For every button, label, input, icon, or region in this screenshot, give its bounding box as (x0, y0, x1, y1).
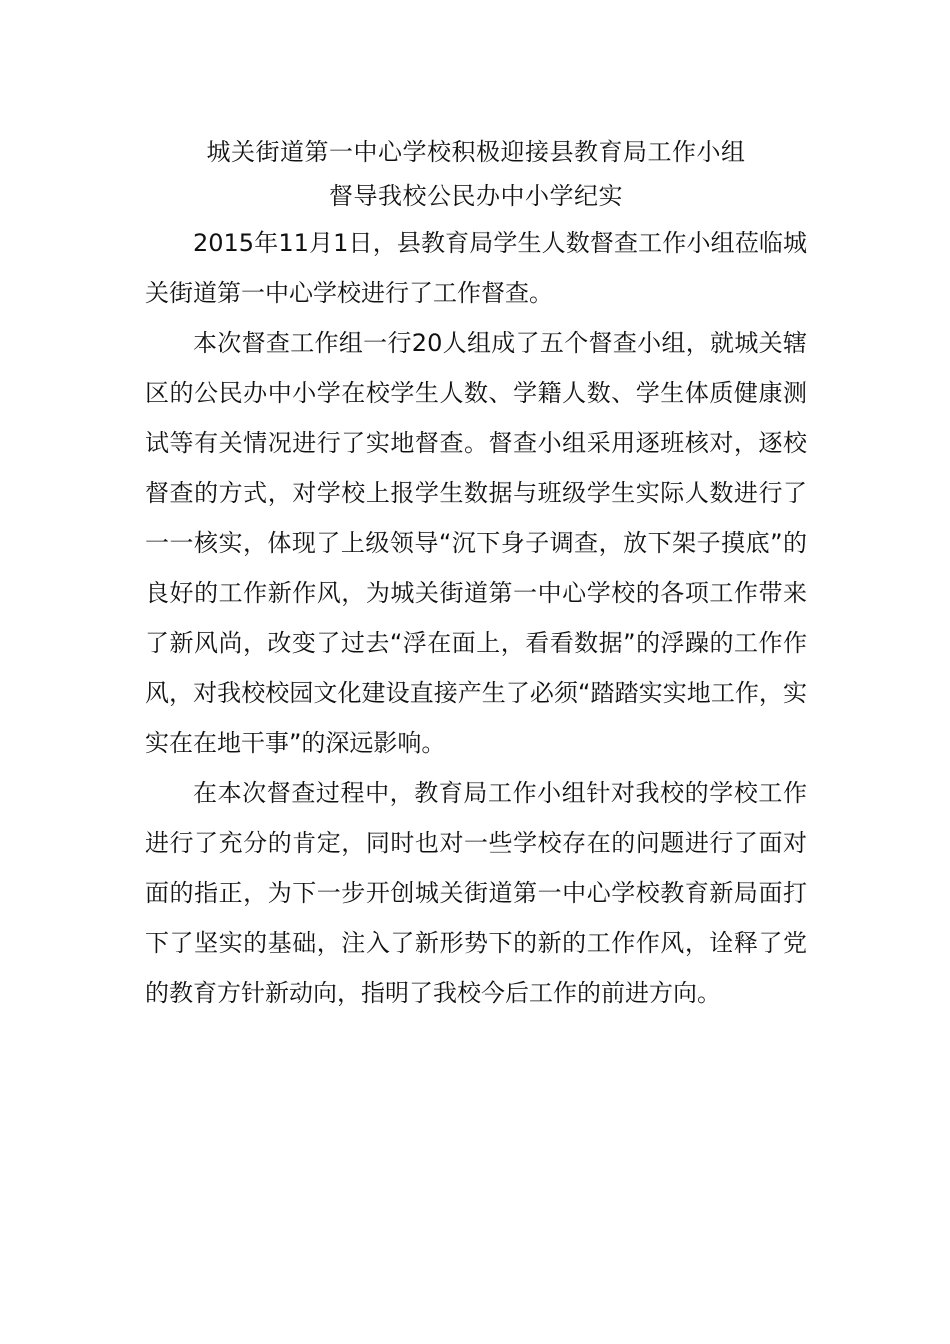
title-line-1: 城关街道第一中心学校积极迎接县教育局工作小组 (206, 138, 746, 166)
paragraph-2: 本次督查工作组一行20人组成了五个督查小组，就城关辖区的公民办中小学在校学生人数、学籍人数、学生体质健康测试等有关情况进行了实地督查。督查小组采用逐班核对，逐校督查的方式，对学校上报学生数据与班级学生实际人数进行了一一核实，体现了上级领导“沉下身子调查，放下架子摸底”的良好的工作新作风，为城关街道第一中心学校的各项工作带来了新风尚，改变了过去“浮在面上，看看数据”的浮躁的工作作风，对我校校园文化建设直接产生了必须“踏踏实实地工作，实实在在地干事”的深远影响。 (145, 329, 807, 757)
paragraph-3: 在本次督查过程中，教育局工作小组针对我校的学校工作进行了充分的肯定，同时也对一些学校存在的问题进行了面对面的指正，为下一步开创城关街道第一中心学校教育新局面打下了坚实的基础，注入了新形势下的新的工作作风，诠释了党的教育方针新动向，指明了我校今后工作的前进方向。 (145, 779, 807, 1007)
title-line-2: 督导我校公民办中小学纪实 (329, 182, 623, 210)
document-body (145, 130, 807, 1018)
paragraph-1: 2015年11月1日，县教育局学生人数督查工作小组莅临城关街道第一中心学校进行了工作督查。 (145, 229, 807, 307)
document-title (145, 130, 807, 218)
